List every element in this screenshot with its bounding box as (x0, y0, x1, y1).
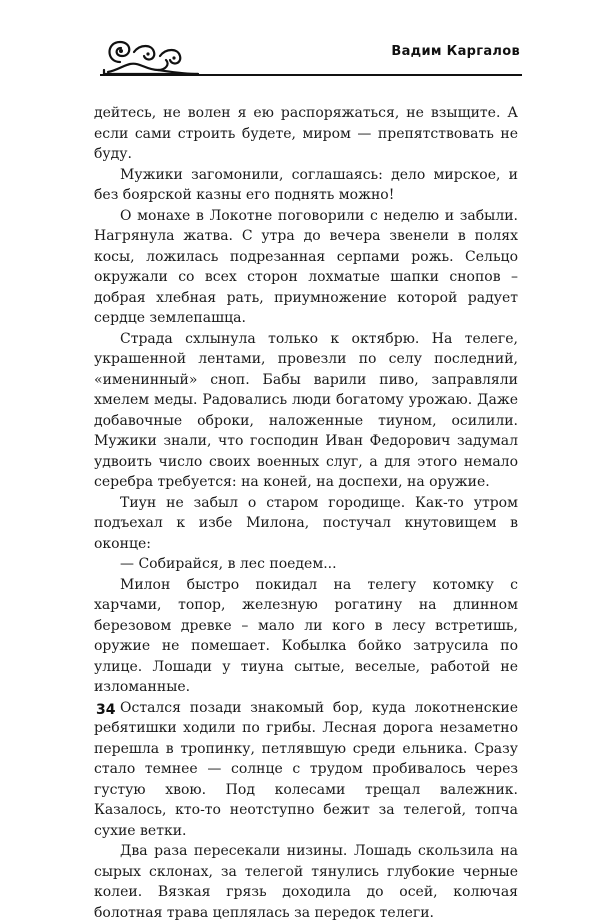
paragraph: Мужики загомонили, соглашаясь: дело мирское, и без боярской казны его поднять можно! (94, 166, 518, 203)
scroll-ornament-icon (100, 34, 200, 76)
paragraph: Милон быстро покидал на телегу котомку с харчами, топор, железную рогатину на длинном березовом древке – мало ли кого в лесу встретишь, оружие не помешает. Кобылка бойко затрусила по улице. Лошади у тиуна сытые, веселые, работой не изломанные. (94, 576, 518, 695)
paragraph: дейтесь, не волен я ею распоряжаться, не взыщите. А если сами строить будете, миром — препятствовать не буду. (94, 105, 518, 162)
paragraph: Страда схлынула только к октябрю. На телеге, украшенной лентами, провезли по селу последний, «именинный» сноп. Бабы варили пиво, заправляли хмелем меды. Радовались люди богатому урожаю. Даже добавочные оброки, наложенные тиуном, осилили. Мужики знали, что господин Иван Федорович задумал удвоить число своих военных слуг, а для этого немало серебра требуется: на коней, на доспехи, на оружие. (94, 330, 518, 490)
running-head-author: Вадим Каргалов (391, 44, 520, 59)
paragraph: Тиун не забыл о старом городище. Как-то утром подъехал к избе Милона, постучал кнутовищем в оконце: (94, 494, 518, 552)
paragraph: Два раза пересекали низины. Лошадь скользила на сырых склонах, за телегой тянулись глубокие черные колеи. Вязкая грязь доходила до осей, колючая болотная трава цеплялась за передок телеги. (94, 843, 518, 921)
header-rule (100, 74, 522, 76)
paragraph: Остался позади знакомый бор, куда локотненские ребятишки ходили по грибы. Лесная дорога незаметно перешла в тропинку, петлявшую среди ельника. Сразу стало темнее — солнце с трудом пробивалось через густую хвою. Под колесами трещал валежник. Казалось, кто-то неотступно бежит за телегой, топча сухие ветки. (94, 699, 518, 839)
page-number: 34 (96, 702, 116, 718)
running-head (0, 28, 600, 88)
paragraph: — Собирайся, в лес поедем... (120, 556, 337, 572)
paragraph: О монахе в Локотне поговорили с неделю и забыли. Нагрянула жатва. С утра до вечера звенели в полях косы, ложилась подрезанная серпами рожь. Сельцо окружали со всех сторон лохматые шапки снопов – добрая хлебная рать, приумножение которой радует сердце землепашца. (94, 207, 518, 326)
body-text (94, 103, 518, 923)
